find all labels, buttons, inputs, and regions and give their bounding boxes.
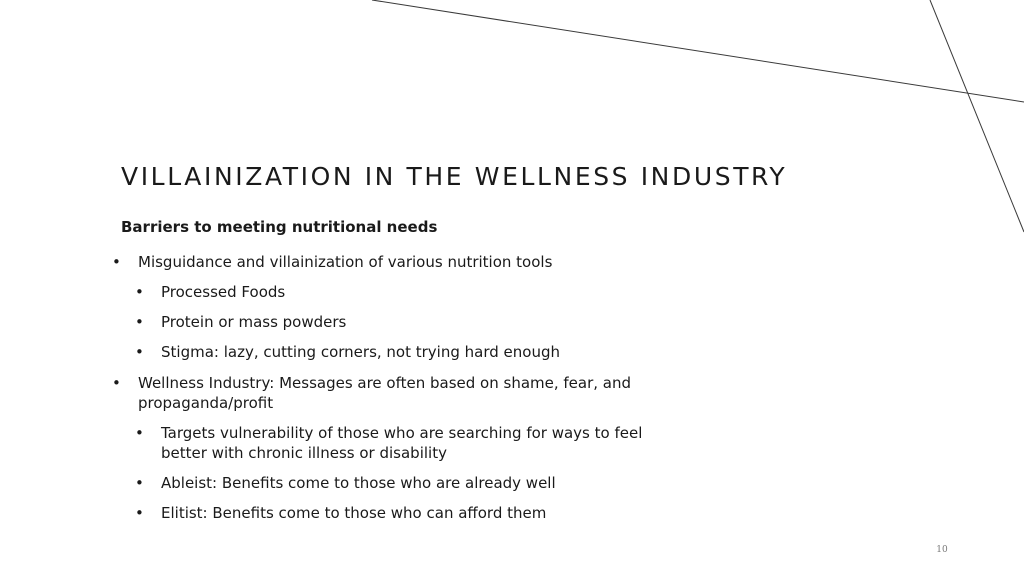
bullet-marker: • <box>135 424 144 442</box>
list-item-line: Wellness Industry: Messages are often based on shame, fear, and <box>138 374 632 392</box>
list-item-line: better with chronic illness or disability <box>161 444 447 462</box>
list-item-line: Targets vulnerability of those who are searching for ways to feel <box>161 424 643 442</box>
list-item: Stigma: lazy, cutting corners, not trying hard enough <box>161 343 560 361</box>
list-item: Elitist: Benefits come to those who can afford them <box>161 504 547 522</box>
bullet-marker: • <box>135 313 144 331</box>
bullet-marker: • <box>135 283 144 301</box>
list-item: Processed Foods <box>161 283 286 301</box>
bullet-marker: • <box>112 253 121 271</box>
slide-title: VILLAINIZATION IN THE WELLNESS INDUSTRY <box>121 162 788 191</box>
page-number: 10 <box>936 545 948 555</box>
bullet-marker: • <box>112 374 121 392</box>
bullet-marker: • <box>135 474 144 492</box>
list-item: Misguidance and villainization of various nutrition tools <box>138 253 553 271</box>
list-item: Ableist: Benefits come to those who are already well <box>161 474 556 492</box>
list-item-line: propaganda/profit <box>138 394 274 412</box>
slide-subtitle: Barriers to meeting nutritional needs <box>121 218 438 236</box>
bullet-marker: • <box>135 343 144 361</box>
list-item: Protein or mass powders <box>161 313 347 331</box>
bullet-marker: • <box>135 504 144 522</box>
